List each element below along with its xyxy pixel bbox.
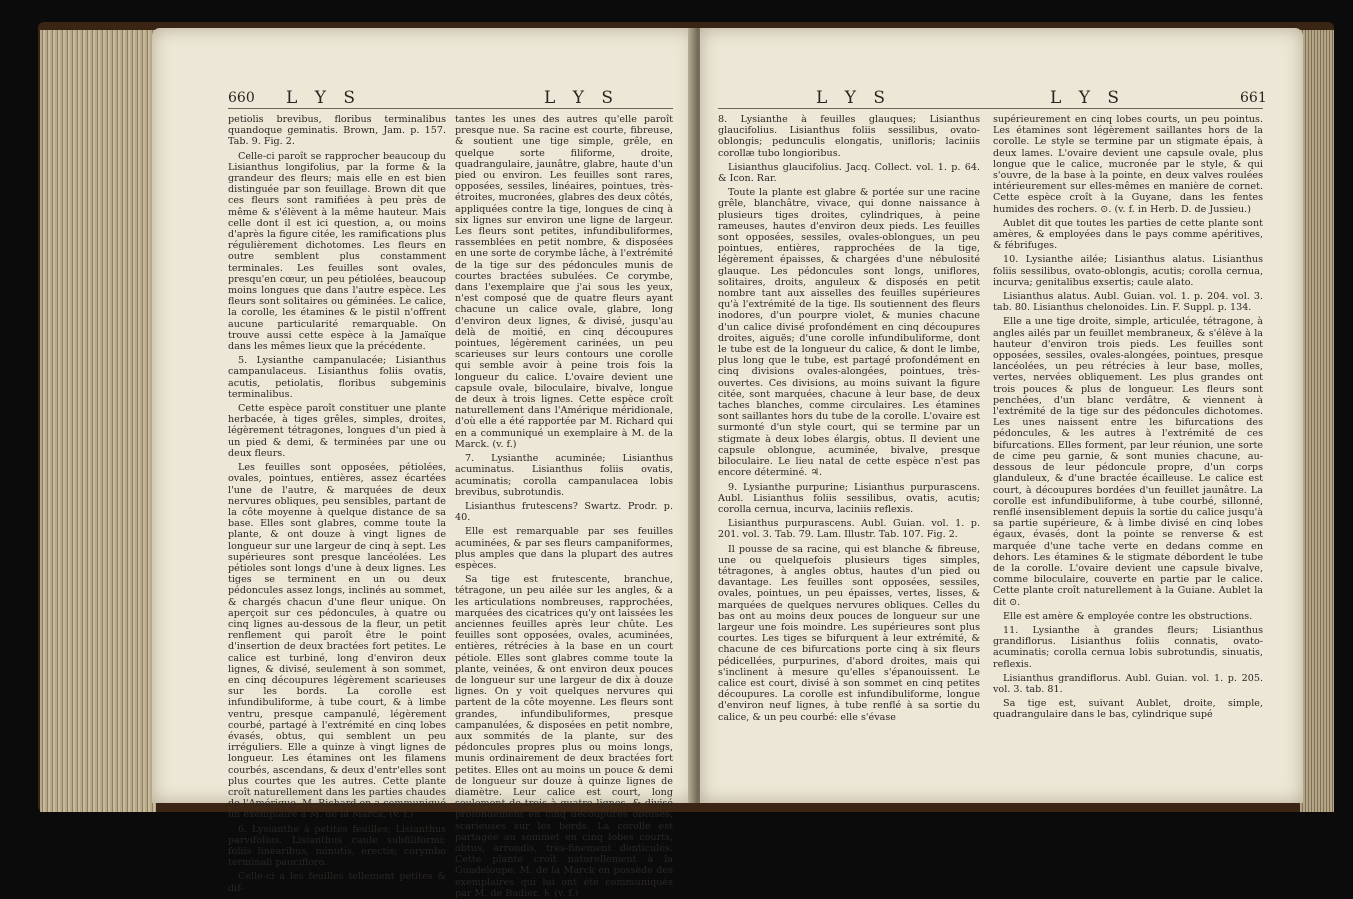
paragraph: tantes les unes des autres qu'elle paroît presque nue. Sa racine est courte, fibreuse, & soutient une tige simple, grêle, en quelque sorte filiforme, droite, quadrangulaire, jaunâtre, glabre, haute d'un pied ou environ. Les feuilles sont rares, opposées, sessiles, linéaires, pointues, très-étroites, mucronées, glabres des deux côtés, appliquées contre la tige, longues de cinq à six lignes sur environ une ligne de largeur. Les fleurs sont petites, infundibuliformes, rassemblées en petit nombre, & disposées en une sorte de corymbe lâche, à l'extrémité de la tige sur des pédoncules munis de courtes bractées subulées. Ce corymbe, dans l'exemplaire que j'ai sous les yeux, n'est composé que de quatre fleurs ayant chacune un calice ovale, glabre, long d'environ deux lignes, & divisé, jusqu'au delà de moitié, en cinq découpures pointues, légèrement carinées, un peu scarieuses sur leurs contours une corolle qui semble avoir à peine trois fois la longueur du calice. L'ovaire devient une capsule ovale, biloculaire, bivalve, longue de deux à trois lignes. Cette espèce croît naturellement dans l'Amérique méridionale, d'où elle a été rapportée par M. Richard qui en a communiqué un exemplaire à M. de la Marck. (v. f.) (455, 114, 673, 450)
paragraph: Lisianthus alatus. Aubl. Guian. vol. 1. p. 204. vol. 3. tab. 80. Lisianthus chelonoides. Lin. F. Suppl. p. 134. (993, 291, 1263, 314)
paragraph: 5. Lysianthe campanulacée; Lisianthus campanulaceus. Lisianthus foliis ovatis, acutis, petiolatis, floribus subgeminis terminalibus. (228, 355, 446, 400)
paragraph: Les feuilles sont opposées, pétiolées, ovales, pointues, entières, assez écartées l'une de l'autre, & marquées de deux nervures obliques, peu sensibles, partant de la côte moyenne à quelque distance de sa base. Elles sont glabres, comme toute la plante, & ont douze à vingt lignes de longueur sur une largeur de cinq à sept. Les supérieures sont presque lancéolées. Les pétioles sont longs d'une à deux lignes. Les tiges se terminent en un ou deux pédoncules assez longs, inclinés au sommet, & chargés chacun d'une fleur unique. On aperçoit sur ces pédoncules, à quatre ou cinq lignes au-dessous de la fleur, un petit renflement qui paroît être le point d'insertion de deux bractées fort petites. Le calice est turbiné, long d'environ deux lignes, & divisé, seulement à son sommet, en cinq découpures légèrement scarieuses sur les bords. La corolle est infundibuliforme, à tube court, & à limbe ventru, presque campanulé, légèrement courbé, partagé à l'extrémité en cinq lobes évasés, obtus, qui semblent un peu irréguliers. Elle a quinze à vingt lignes de longueur. Les étamines ont les filamens courbés, ascendans, & deux d'entr'elles sont plus courtes que les autres. Cette plante croît naturellement dans les parties chaudes de l'Amérique. M. Richard en a communiqué un exemplaire à M. de la Marck. (v. f.) (228, 462, 446, 821)
paragraph: Elle est amère & employée contre les obstructions. (1003, 610, 1253, 622)
right-column-1 (718, 114, 980, 794)
paragraph: supérieurement en cinq lobes courts, un peu pointus. Les étamines sont légèrement saillantes hors de la corolle. Le style se termine par un stigmate épais, à deux lames. L'ovaire devient une capsule ovale, plus longue que le calice, mucronée par le style, & qui s'ouvre, de la base à la pointe, en deux valves roulées intérieurement sur elles-mêmes en manière de cornet. Cette espèce croît à la Guyane, dans les fentes humides des rochers. ⊙. (v. f. in Herb. D. de Jussieu.) (993, 114, 1263, 215)
left-column-1 (228, 114, 446, 894)
right-header-rule (718, 108, 1263, 109)
right-page (700, 28, 1303, 803)
paragraph: 6. Lysianthe à petites feuilles; Lisianthus parvifolius. Lisianthus caule subfiliformi; foliis linearibus, minutis, erectis; corymbo terminali paucifloro. (228, 823, 446, 869)
right-running-head-2: L Y S (1050, 88, 1125, 108)
right-page-number: 661 (1240, 90, 1267, 106)
paragraph: Lisianthus grandiflorus. Aubl. Guian. vol. 1. p. 205. vol. 3. tab. 81. (993, 672, 1263, 695)
paragraph: Lisianthus purpurascens. Aubl. Guian. vol. 1. p. 201. vol. 3. Tab. 79. Lam. Illustr. Tab. 107. Fig. 2. (718, 518, 980, 541)
left-page (152, 28, 695, 899)
paragraph: Il pousse de sa racine, qui est blanche & fibreuse, une ou quelquefois plusieurs tiges simples, tétragones, à angles obtus, hautes d'un pied ou davantage. Les feuilles sont opposées, sessiles, ovales, pointues, un peu épaisses, vertes, lisses, & marquées de quelques nervures obliques. Celles du bas ont au moins deux pouces de longueur sur une largeur une fois moindre. Les supérieures sont plus courtes. Les tiges se bifurquent à leur extrémité, & chacune de ces bifurcations porte cinq à six fleurs pédicellées, purpurines, d'abord droites, mais qui s'inclinent à mesure qu'elles s'épanouissent. Le calice est court, divisé à son sommet en cinq petites découpures. La corolle est infundibuliforme, longue d'environ neuf lignes, à tube renflé à sa sortie du calice, & un peu courbé: elle s'évase (718, 543, 980, 723)
paragraph: 7. Lysianthe acuminée; Lisianthus acuminatus. Lisianthus foliis ovatis, acuminatis; corolla campanulacea lobis brevibus, subrotundis. (455, 453, 673, 498)
paragraph: petiolis brevibus, floribus terminalibus quandoque geminatis. Brown, Jam. p. 157. Tab. 9. Fig. 2. (228, 114, 446, 148)
paragraph: 9. Lysianthe purpurine; Lisianthus purpurascens. Aubl. Lisianthus foliis sessilibus, ovatis, acutis; corolla cernua, incurva, laciniis reflexis. (718, 481, 980, 515)
paragraph: Toute la plante est glabre & portée sur une racine grêle, blanchâtre, vivace, qui donne naissance à plusieurs tiges droites, cylindriques, à peine rameuses, hautes d'environ deux pieds. Les feuilles sont opposées, sessiles, ovales-oblongues, un peu pointues, entières, rapprochées de la tige, légèrement épaisses, & chargées d'une nébulosité glauque. Les pédoncules sont longs, uniflores, solitaires, droits, anguleux & disposés en petit nombre tant aux aisselles des feuilles supérieures qu'à l'extrémité de la tige. Ils soutiennent des fleurs inodores, d'un pourpre violet, & munies chacune d'un calice divisé profondément en cinq découpures droites, aiguës; d'une corolle infundibuliforme, dont le tube est de la longueur du calice, & dont le limbe, plus long que le tube, est partagé profondément en cinq divisions ovales-alongées, pointues, très-ouvertes. Ces divisions, au moins suivant la figure citée, sont marquées, chacune à leur base, de deux taches blanches, comme circulaires. Les étamines sont saillantes hors du tube de la corolle. L'ovaire est surmonté d'un style court, qui se termine par un stigmate à deux lobes élargis, obtus. Il devient une capsule oblongue, acuminée, bivalve, presque biloculaire. Le lieu natal de cette espèce n'est pas encore déterminé. ♃. (718, 187, 980, 479)
paragraph: Sa tige est, suivant Aublet, droite, simple, quadrangulaire dans le bas, cylindrique supé (993, 698, 1263, 721)
paragraph: 10. Lysianthe ailée; Lisianthus alatus. Lisianthus foliis sessilibus, ovato-oblongis, acutis; corolla cernua, incurva; genitalibus exsertis; caule alato. (993, 254, 1263, 288)
paragraph: Elle est remarquable par ses feuilles acuminées, & par ses fleurs campaniformes, plus amples que dans la plupart des autres espèces. (455, 526, 673, 571)
paragraph: 8. Lysianthe à feuilles glauques; Lisianthus glaucifolius. Lisianthus foliis sessilibus, ovato-oblongis; pedunculis elongatis, unifloris; laciniis corollæ tubo longioribus. (718, 114, 980, 159)
paragraph: Aublet dit que toutes les parties de cette plante sont amères, & employées dans le pays comme apéritives, & fébrifuges. (993, 217, 1263, 252)
paragraph: Celle-ci a les feuilles tellement petites & dif- (228, 871, 446, 894)
paragraph: Cette espèce paroît constituer une plante herbacée, à tiges grêles, simples, droites, légèrement tétragones, longues d'un pied à un pied & demi, & terminées par une ou deux fleurs. (228, 403, 446, 459)
paragraph: Lisianthus frutescens? Swartz. Prodr. p. 40. (455, 500, 673, 524)
left-column-2 (455, 114, 673, 899)
right-page-edges (1300, 30, 1334, 812)
left-header-rule (228, 108, 673, 109)
paragraph: Lisianthus glaucifolius. Jacq. Collect. vol. 1. p. 64. & Icon. Rar. (718, 161, 980, 185)
left-running-head-2: L Y S (544, 88, 619, 108)
left-running-head-1: L Y S (286, 88, 361, 108)
left-page-number: 660 (228, 90, 255, 106)
paragraph: Elle a une tige droite, simple, articulée, tétragone, à angles ailés par un feuillet membraneux, & s'élève à la hauteur d'environ trois pieds. Les feuilles sont opposées, sessiles, ovales-alongées, pointues, presque lancéolées, un peu rétrécies à leur base, molles, vertes, nervées obliquement. Les plus grandes ont trois pouces & plus de longueur. Les fleurs sont penchées, d'un blanc verdâtre, & viennent à l'extrémité de la tige sur des pédoncules dichotomes. Les unes naissent entre les bifurcations des pédoncules, & les autres à l'extrémité de ces bifurcations. Elles forment, par leur réunion, une sorte de cime peu garnie, & sont munies chacune, au-dessous de leur pédoncule propre, d'un corps glanduleux, & d'une bractée écailleuse. Le calice est court, à découpures bordées d'un feuillet jaunâtre. La corolle est infundibuliforme, à tube courbé, sillonné, renflé insensiblement depuis la sortie du calice jusqu'à sa partie supérieure, & à limbe divisé en cinq lobes égaux, évasés, dont la pointe se renverse & est marquée d'une tache verte en dedans comme en dehors. Les étamines & le stigmate débordent le tube de la corolle. L'ovaire devient une capsule bivalve, comme biloculaire, couverte en partie par le calice. Cette plante croît naturellement à la Guiane. Aublet la dit ⊙. (993, 316, 1263, 608)
left-page-edges (40, 30, 156, 812)
right-running-head-1: L Y S (816, 88, 891, 108)
paragraph: 11. Lysianthe à grandes fleurs; Lisianthus grandiflorus. Lisianthus foliis connatis, ovato-acuminatis; corolla cernua lobis subrotundis, sinuatis, reflexis. (993, 624, 1263, 670)
paragraph: Sa tige est frutescente, branchue, tétragone, un peu ailée sur les angles, & a les articulations nombreuses, rapprochées, marquées des cicatrices qu'y ont laissées les anciennes feuilles après leur chûte. Les feuilles sont opposées, ovales, acuminées, entières, rétrécies à la base en un court pétiole. Elles sont glabres comme toute la plante, veinées, & ont environ deux pouces de longueur sur une largeur de dix à douze lignes. On y voit quelques nervures qui partent de la côte moyenne. Les fleurs sont grandes, infundibuliformes, presque campanulées, & disposées en petit nombre, aux sommités de la plante, sur des pédoncules propres plus ou moins longs, munis ordinairement de deux bractées fort petites. Elles ont au moins un pouce & demi de longueur sur douze à quinze lignes de diamètre. Leur calice est court, long seulement de trois à quatre lignes, & divisé profondément en cinq découpures obtuses, scarieuses sur les bords. La corolle est partagée au sommet en cinq lobes courts, obtus, arrondis, très-finement denticulés. Cette plante croît naturellement à la Guadeloupe. M. de la Marck en possède des exemplaires qui lui ont été communiqués par M. de Badier. ♄ (v. f.) (455, 574, 673, 899)
paragraph: Celle-ci paroît se rapprocher beaucoup du Lisianthus longifolius, par la forme & la grandeur des fleurs; mais elle en est bien distinguée par son feuillage. Brown dit que ces fleurs sont ramifiées à peu près de même & s'élèvent à la même hauteur. Mais celle dont il est ici question, a, ou moins d'après la figure citée, les ramifications plus régulièrement dichotomes. Les fleurs en outre semblent plus constamment terminales. Les feuilles sont ovales, presqu'en cœur, un peu pétiolées, beaucoup moins longues que dans l'autre espèce. Les fleurs sont solitaires ou géminées. Le calice, la corolle, les étamines & le pistil n'offrent aucune particularité remarquable. On trouve aussi cette espèce à la Jamaïque dans les mêmes lieux que la précédente. (228, 150, 446, 353)
right-column-2 (993, 114, 1263, 794)
